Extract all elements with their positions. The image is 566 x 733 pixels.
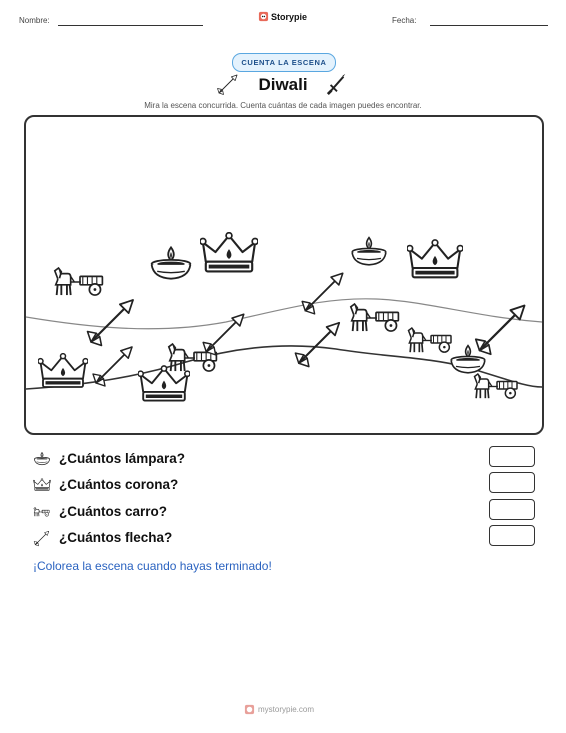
scene-illustration bbox=[26, 117, 542, 433]
diya-lamp-icon bbox=[152, 247, 191, 278]
crown-icon bbox=[38, 354, 88, 387]
answer-box[interactable] bbox=[489, 525, 535, 546]
diya-lamp-icon bbox=[33, 450, 51, 468]
arrow-icon bbox=[33, 529, 51, 547]
date-line[interactable] bbox=[430, 25, 548, 26]
hill-line-back bbox=[26, 299, 542, 329]
footer-url[interactable]: mystorypie.com bbox=[258, 705, 315, 714]
horse-cart-icon bbox=[351, 304, 399, 331]
horse-cart-icon bbox=[409, 328, 452, 352]
diya-lamp-icon bbox=[352, 238, 386, 265]
sword-icon bbox=[326, 72, 348, 96]
name-label: Nombre: bbox=[19, 16, 50, 25]
name-line[interactable] bbox=[58, 25, 203, 26]
crown-icon bbox=[138, 366, 190, 401]
arrow-icon bbox=[302, 273, 343, 314]
question-row bbox=[33, 529, 533, 549]
instructions: Mira la escena concurrida. Cuenta cuántas de cada imagen puedes encontrar. bbox=[144, 101, 422, 110]
arrow-icon bbox=[476, 306, 525, 355]
question-row bbox=[33, 503, 533, 523]
question-text: ¿Cuántos lámpara? bbox=[59, 451, 186, 466]
brand-header bbox=[258, 11, 307, 22]
activity-badge: CUENTA LA ESCENA bbox=[232, 53, 336, 72]
arrow-icon bbox=[93, 347, 132, 386]
crown-icon bbox=[407, 240, 463, 277]
crown-icon bbox=[33, 476, 51, 494]
date-label: Fecha: bbox=[392, 16, 417, 25]
horse-cart-icon bbox=[55, 268, 103, 295]
storypie-logo-icon bbox=[244, 704, 255, 715]
arrow-icon bbox=[295, 323, 339, 367]
answer-box[interactable] bbox=[489, 472, 535, 493]
question-row bbox=[33, 450, 533, 470]
question-text: ¿Cuántos flecha? bbox=[59, 530, 173, 545]
arrow-icon bbox=[88, 300, 134, 346]
crown-icon bbox=[200, 233, 258, 272]
question-row bbox=[33, 476, 533, 496]
storypie-logo-icon bbox=[258, 11, 269, 22]
horse-cart-icon bbox=[33, 503, 51, 521]
page-title: Diwali bbox=[258, 75, 308, 94]
answer-box[interactable] bbox=[489, 446, 535, 467]
question-text: ¿Cuántos carro? bbox=[59, 504, 168, 519]
brand-name: Storypie bbox=[271, 11, 308, 22]
answer-box[interactable] bbox=[489, 499, 535, 520]
coloring-instruction: ¡Colorea la escena cuando hayas terminado! bbox=[33, 559, 272, 573]
footer bbox=[244, 704, 314, 715]
diwali-scene bbox=[24, 115, 544, 435]
question-text: ¿Cuántos corona? bbox=[59, 477, 179, 492]
arrow-icon bbox=[203, 314, 244, 355]
horse-cart-icon bbox=[475, 374, 518, 398]
arrow-icon bbox=[216, 72, 240, 96]
